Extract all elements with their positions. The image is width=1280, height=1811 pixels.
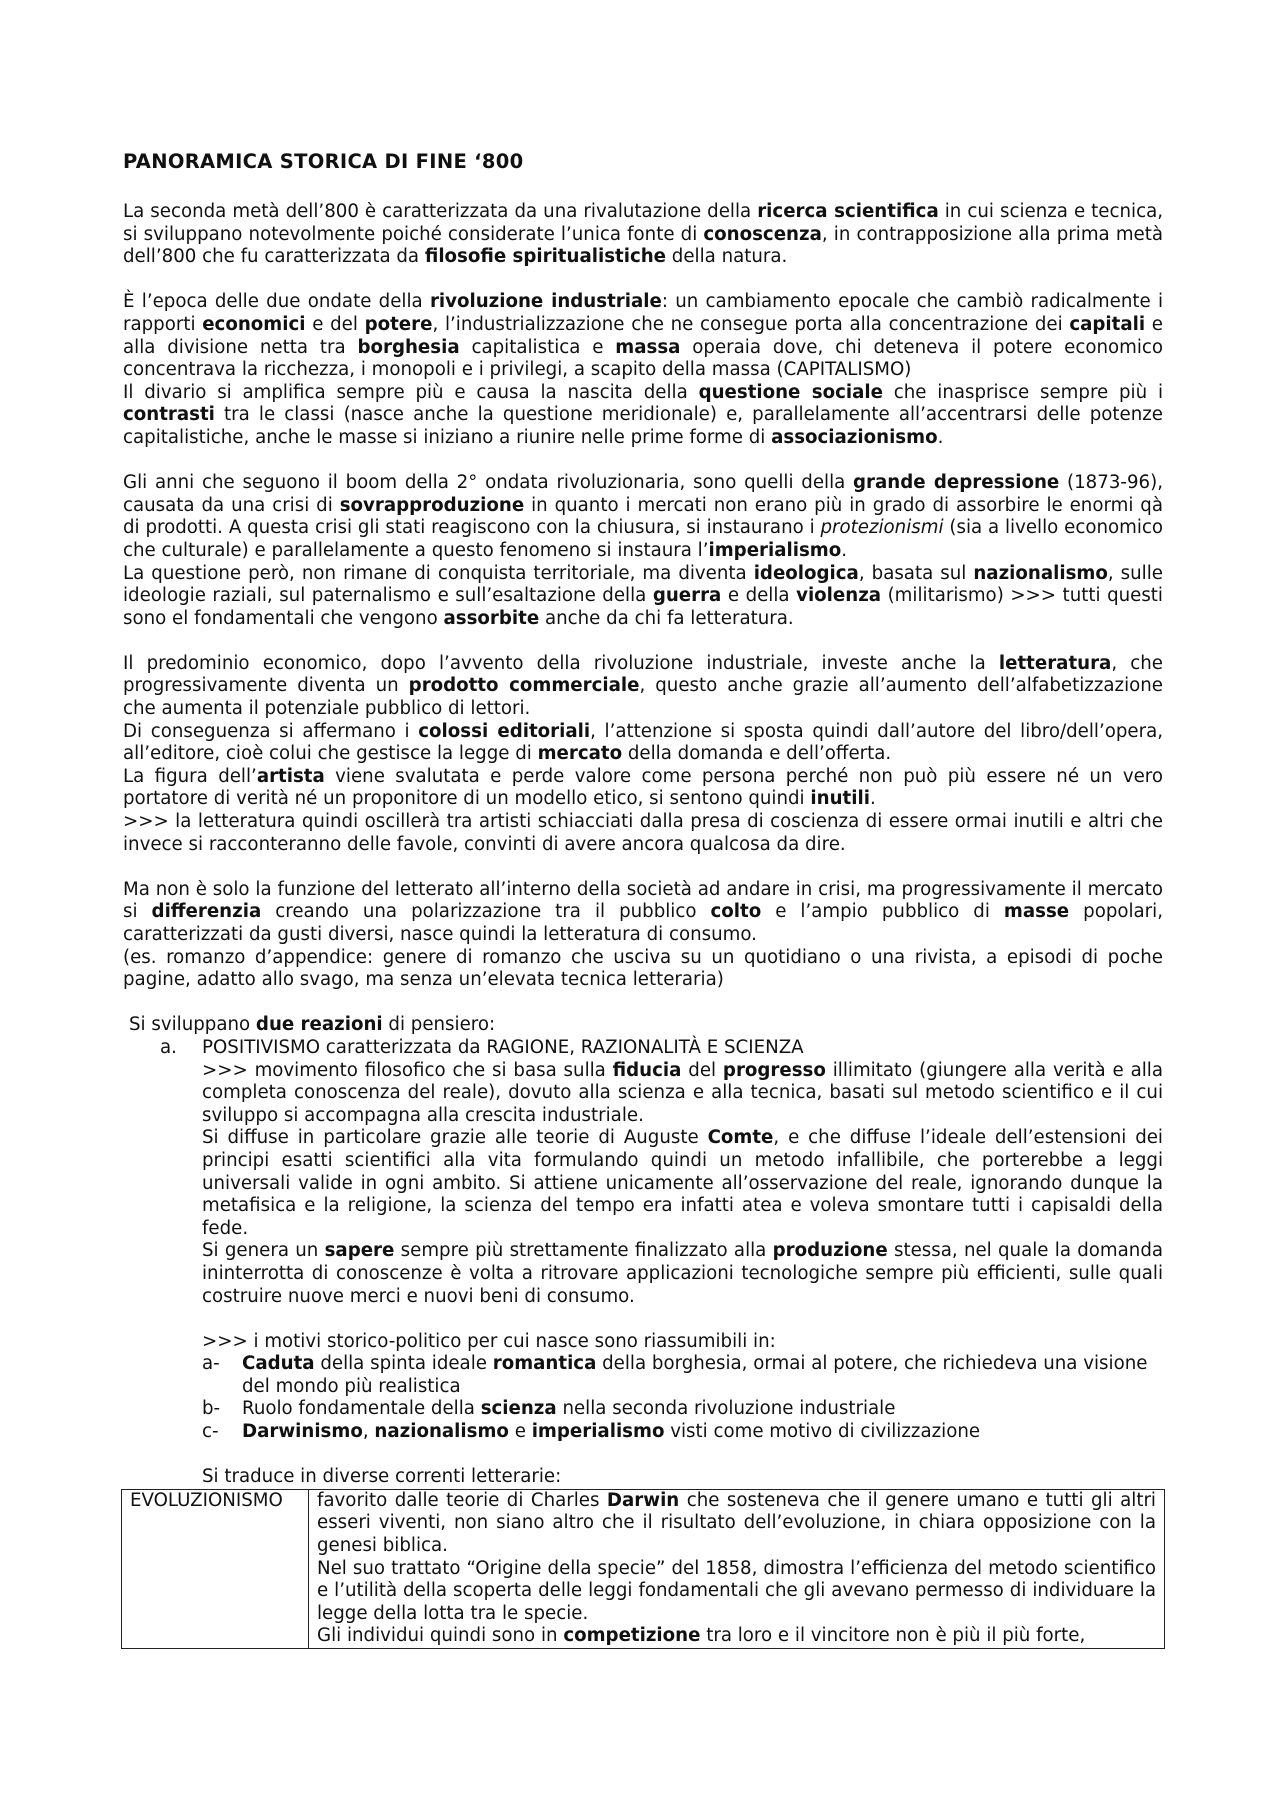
definition-origine-specie: Nel suo trattato “Origine della specie” del 1858, dimostra l’efficienza del metodo scientifico e l’utilità della scoperta delle leggi fondamentali che gli avevano permesso di individuare la legge della lotta tra le specie. — [317, 1557, 1156, 1624]
correnti-table — [121, 1489, 1165, 1648]
paragraph-mercato-differenzia: Ma non è solo la funzione del letterato all’interno della società ad andare in crisi, ma progressivamente il mercato si differenzia creando una polarizzazione tra il pubblico colto e l’ampio pubblico di masse popolari, caratterizzati da gusti diversi, nasce quindi la letteratura di consumo. — [123, 878, 1163, 945]
table-cell-definition — [309, 1489, 1165, 1648]
paragraph-rivoluzione-industriale: È l’epoca delle due ondate della rivoluzione industriale: un cambiamento epocale che cambiò radicalmente i rapporti economici e del potere, l’industrializzazione che ne consegue porta alla concentrazione dei capitali e alla divisione netta tra borghesia capitalistica e massa operaia dove, chi deteneva il potere economico concentrava la ricchezza, i monopoli e i privilegi, a scapito della massa (CAPITALISMO) — [123, 291, 1164, 381]
motivo-item — [202, 1353, 1163, 1398]
paragraph-ricerca-scientifica: La seconda metà dell’800 è caratterizzata da una rivalutazione della ricerca scientifica in cui scienza e tecnica, si sviluppano notevolmente poiché considerate l’unica fonte di conoscenza, in contrapposizione alla prima metà dell’800 che fu caratterizzata da filosofie spiritualistiche della natura. — [123, 201, 1163, 268]
table-cell-term: EVOLUZIONISMO — [122, 1489, 309, 1648]
list-marker: a- — [202, 1353, 220, 1375]
document-page — [123, 150, 1163, 1649]
page-title: PANORAMICA STORICA DI FINE ‘800 — [123, 150, 524, 173]
definition-darwin: favorito dalle teorie di Charles Darwin che sosteneva che il genere umano e tutti gli altri esseri viventi, non siano altro che il risultato dell’evoluzione, in chiara opposizione con la genesi biblica. — [317, 1489, 1156, 1557]
positivismo-paragraph-fiducia: >>> movimento filosofico che si basa sulla fiducia del progresso illimitato (giungere alla verità e alla completa conoscenza del reale), dovuto alla scienza e alla tecnica, basati sul metodo scientifico e il cui sviluppo si accompagna alla crescita industriale. — [202, 1059, 1163, 1126]
paragraph-grande-depressione: Gli anni che seguono il boom della 2° ondata rivoluzionaria, sono quelli della grande depressione (1873-96), causata da una crisi di sovrapproduzione in quanto i mercati non erano più in grado di assorbire le enormi qà di prodotti. A questa crisi gli stati reagiscono con la chiusura, si instaurano i protezionismi (sia a livello economico che culturale) e parallelamente a questo fenomeno si instaura l’imperialismo. — [123, 472, 1163, 561]
paragraph-artista: La figura dell’artista viene svalutata e perde valore come persona perché non può più essere né un vero portatore di verità né un proponitore di un modello etico, si sentono quindi inutili. — [123, 765, 1163, 810]
positivismo-heading: POSITIVISMO caratterizzata da RAGIONE, RAZIONALITÀ E SCIENZA — [202, 1036, 804, 1058]
list-marker: a. — [160, 1036, 177, 1058]
positivismo-paragraph-sapere: Si genera un sapere sempre più strettamente finalizzato alla produzione stessa, nel quale la domanda ininterrotta di conoscenze è volta a ritrovare applicazioni tecnologiche sempre più efficienti, sulle quali costruire nuove merci e nuovi beni di consumo. — [202, 1240, 1164, 1307]
correnti-intro: Si traduce in diverse correnti letterarie: — [202, 1466, 562, 1488]
correnti-intro-wrap — [202, 1466, 1163, 1489]
paragraph-ideologica: La questione però, non rimane di conquista territoriale, ma diventa ideologica, basata sul nazionalismo, sulle ideologie raziali, sul paternalismo e sull’esaltazione della guerra e della violenza (militarismo) >>> tutti questi sono el fondamentali che vengono assorbite anche da chi fa letteratura. — [123, 562, 1163, 629]
list-marker: b- — [202, 1398, 221, 1420]
motivo-text: Darwinismo, nazionalismo e imperialismo visti come motivo di civilizzazione — [242, 1421, 981, 1443]
table-bottom-border — [121, 1648, 1165, 1649]
paragraph-due-reazioni: Si sviluppano due reazioni di pensiero: — [129, 1014, 496, 1036]
definition-competizione: Gli individui quindi sono in competizione tra loro e il vincitore non è più il più forte, — [317, 1625, 1086, 1647]
paragraph-letteratura: Il predominio economico, dopo l’avvento della rivoluzione industriale, investe anche la letteratura, che progressivamente diventa un prodotto commerciale, questo anche grazie all’aumento dell’alfabetizzazione che aumenta il potenziale pubblico di lettori. — [123, 652, 1163, 720]
paragraph-romanzo-appendice: (es. romanzo d’appendice: genere di romanzo che usciva su un quotidiano o una rivista, a episodi di poche pagine, adatto allo svago, ma senza un’elevata tecnica letteraria) — [123, 946, 1163, 991]
positivismo-paragraph-comte: Si diffuse in particolare grazie alle teorie di Auguste Comte, e che diffuse l’ideale dell’estensioni dei principi esatti scientifici alla vita formulando quindi un metodo infallibile, che porterebbe a leggi universali valide in ogni ambito. Si attiene unicamente all’osservazione del reale, ignorando dunque la metafisica e la religione, la scienza del tempo era infatti atea e voleva smontare tutti i capisaldi della fede. — [202, 1127, 1163, 1239]
list-item-positivismo — [123, 1037, 1163, 1060]
motivi-intro: >>> i motivi storico-politico per cui nasce sono riassumibili in: — [202, 1330, 776, 1352]
paragraph-oscillazione: >>> la letteratura quindi oscillerà tra artisti schiacciati dalla presa di coscienza di essere ormai inutili e altri che invece si racconteranno delle favole, convinti di avere ancora qualcosa da dire. — [123, 811, 1163, 855]
paragraph-colossi-editoriali: Di conseguenza si affermano i colossi editoriali, l’attenzione si sposta quindi dall’autore del libro/dell’opera, all’editore, cioè colui che gestisce la legge di mercato della domanda e dell’offerta. — [123, 720, 1164, 765]
table-row — [122, 1489, 1165, 1648]
list-marker: c- — [202, 1421, 219, 1443]
paragraph-questione-sociale: Il divario si amplifica sempre più e causa la nascita della questione sociale che inasprisce sempre più i contrasti tra le classi (nasce anche la questione meridionale) e, parallelamente all’accentrarsi delle potenze capitalistiche, anche le masse si iniziano a riunire nelle prime forme di associazionismo. — [123, 381, 1163, 448]
motivo-item — [202, 1421, 1163, 1444]
motivo-text: Caduta della spinta ideale romantica della borghesia, ormai al potere, che richiedeva una visione del mondo più realistica — [242, 1353, 1148, 1397]
positivismo-body — [202, 1060, 1163, 1354]
motivo-item — [202, 1398, 1163, 1421]
motivo-text: Ruolo fondamentale della scienza nella seconda rivoluzione industriale — [242, 1398, 896, 1420]
